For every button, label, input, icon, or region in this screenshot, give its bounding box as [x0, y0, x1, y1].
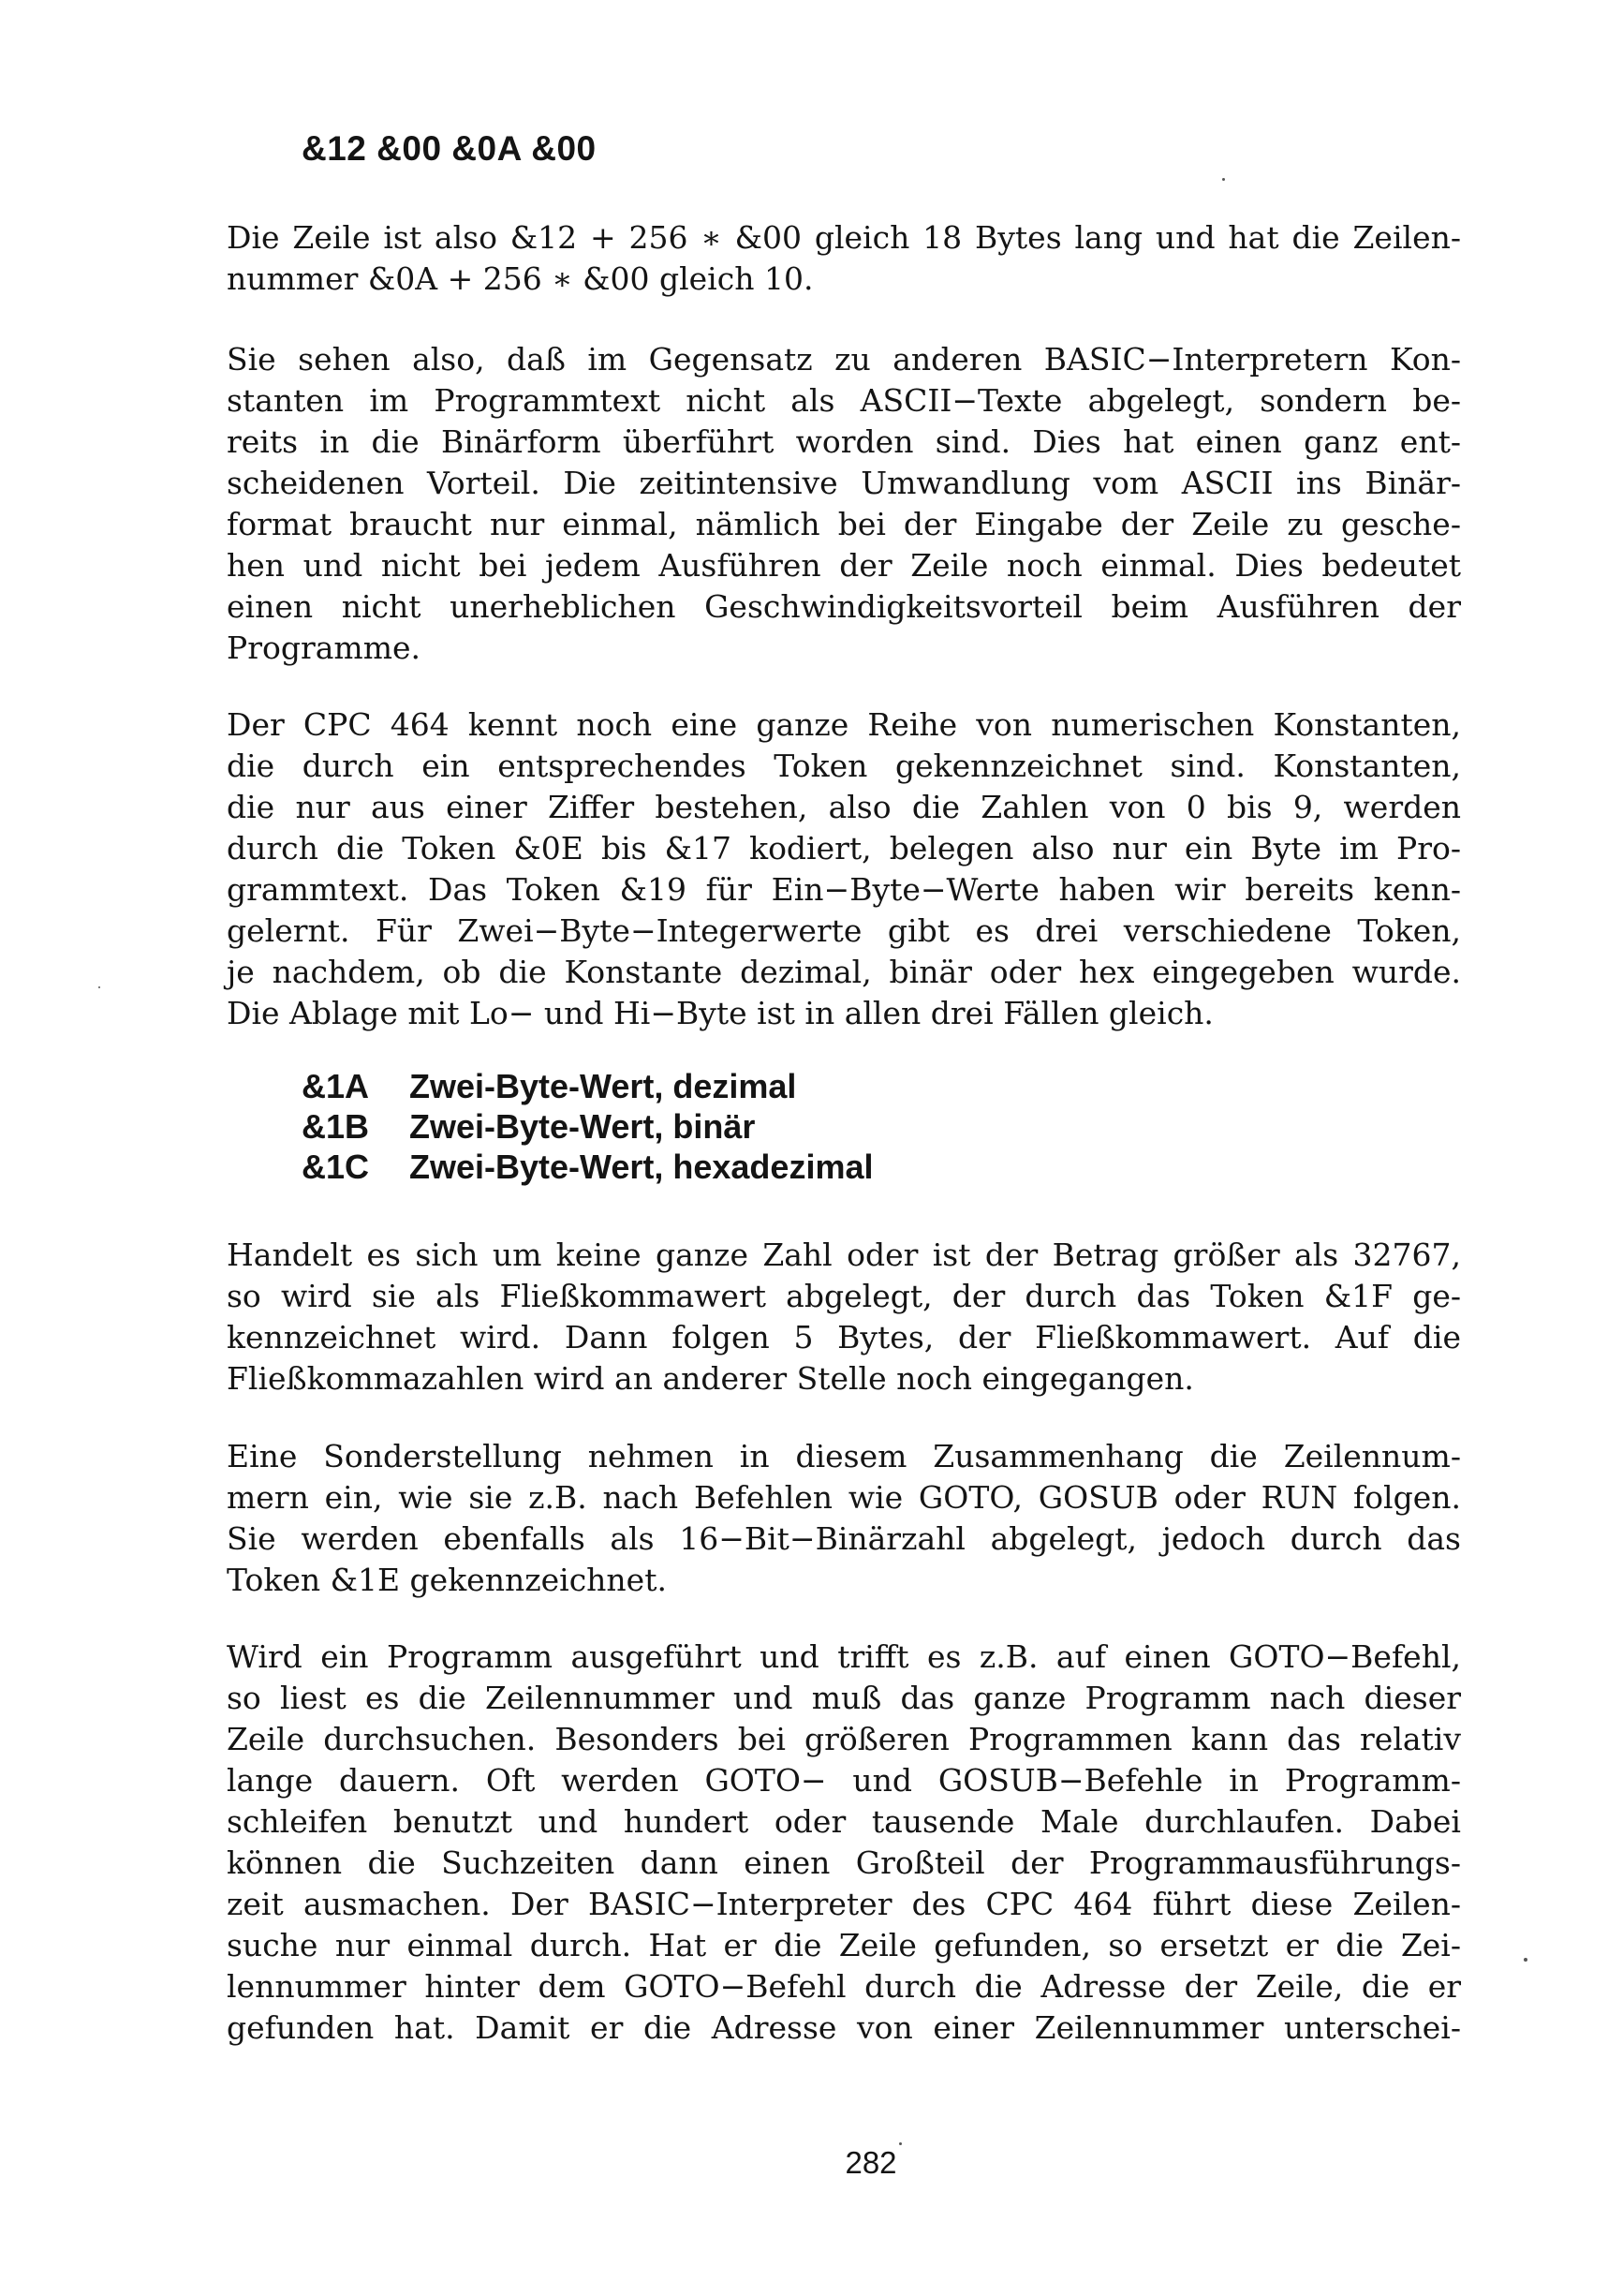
- token-description: Zwei-Byte-Wert, hexadezimal: [409, 1148, 874, 1186]
- text-line: Sie sehen also, daß im Gegensatz zu anderen BASIC−Interpretern Kon-: [227, 341, 1461, 378]
- text-line: lennummer hinter dem GOTO−Befehl durch die Adresse der Zeile, die er: [227, 1968, 1461, 2005]
- paragraph-float-values: [227, 1235, 1461, 1400]
- text-line: Handelt es sich um keine ganze Zahl oder ist der Betrag größer als 32767,: [227, 1237, 1461, 1273]
- token-row: [302, 1147, 873, 1187]
- text-line: schleifen benutzt und hundert oder tausende Male durchlaufen. Dabei: [227, 1803, 1461, 1840]
- text-line: nummer &0A + 256 ∗ &00 gleich 10.: [227, 260, 814, 297]
- token-description: Zwei-Byte-Wert, dezimal: [409, 1067, 797, 1105]
- text-line: die nur aus einer Ziffer bestehen, also die Zahlen von 0 bis 9, werden: [227, 789, 1461, 825]
- text-line: format braucht nur einmal, nämlich bei der Eingabe der Zeile zu gesche-: [227, 506, 1461, 542]
- scan-speck: [98, 986, 100, 988]
- text-line: die durch ein entsprechendes Token gekennzeichnet sind. Konstanten,: [227, 748, 1461, 784]
- text-line: Die Zeile ist also &12 + 256 ∗ &00 gleich 18 Bytes lang und hat die Zeilen-: [227, 219, 1461, 256]
- text-line: Die Ablage mit Lo− und Hi−Byte ist in allen drei Fällen gleich.: [227, 995, 1214, 1031]
- token-row: [302, 1106, 873, 1147]
- text-line: je nachdem, ob die Konstante dezimal, binär oder hex eingegeben wurde.: [227, 954, 1461, 990]
- text-line: einen nicht unerheblichen Geschwindigkeitsvorteil beim Ausführen der: [227, 588, 1461, 625]
- paragraph-constants-binary: [227, 339, 1461, 669]
- text-line: Wird ein Programm ausgeführt und trifft es z.B. auf einen GOTO−Befehl,: [227, 1638, 1461, 1675]
- paragraph-numeric-constants: [227, 704, 1461, 1034]
- paragraph-line-numbers: [227, 1436, 1461, 1601]
- text-line: Programme.: [227, 630, 421, 666]
- text-line: Zeile durchsuchen. Besonders bei größeren Programmen kann das relativ: [227, 1721, 1461, 1757]
- paragraph-goto-search: [227, 1637, 1461, 2049]
- byte-sequence-heading: &12 &00 &0A &00: [302, 129, 597, 168]
- text-line: lange dauern. Oft werden GOTO− und GOSUB−Befehle in Programm-: [227, 1762, 1461, 1799]
- text-line: so liest es die Zeilennummer und muß das ganze Programm nach dieser: [227, 1680, 1461, 1716]
- scan-speck: [1222, 178, 1225, 181]
- text-line: scheidenen Vorteil. Die zeitintensive Umwandlung vom ASCII ins Binär-: [227, 465, 1461, 501]
- page-number: 282: [845, 2145, 897, 2180]
- text-line: mern ein, wie sie z.B. nach Befehlen wie GOTO, GOSUB oder RUN folgen.: [227, 1479, 1461, 1516]
- token-code: &1A: [302, 1067, 370, 1105]
- token-row: [302, 1066, 873, 1106]
- text-line: gelernt. Für Zwei−Byte−Integerwerte gibt es drei verschiedene Token,: [227, 912, 1461, 949]
- text-line: reits in die Binärform überführt worden sind. Dies hat einen ganz ent-: [227, 423, 1461, 460]
- text-line: grammtext. Das Token &19 für Ein−Byte−Werte haben wir bereits kenn-: [227, 871, 1461, 908]
- text-line: hen und nicht bei jedem Ausführen der Zeile noch einmal. Dies bedeutet: [227, 547, 1461, 584]
- scan-speck: [1524, 1958, 1527, 1962]
- paragraph-line-length: [227, 217, 1461, 300]
- scan-speck: [899, 2142, 902, 2145]
- text-line: Sie werden ebenfalls als 16−Bit−Binärzahl abgelegt, jedoch durch das: [227, 1520, 1461, 1557]
- text-line: so wird sie als Fließkommawert abgelegt, der durch das Token &1F ge-: [227, 1278, 1461, 1314]
- token-code: &1B: [302, 1107, 370, 1146]
- text-line: suche nur einmal durch. Hat er die Zeile gefunden, so ersetzt er die Zei-: [227, 1927, 1461, 1963]
- text-line: kennzeichnet wird. Dann folgen 5 Bytes, der Fließkommawert. Auf die: [227, 1319, 1461, 1355]
- text-line: Eine Sonderstellung nehmen in diesem Zusammenhang die Zeilennum-: [227, 1438, 1461, 1474]
- token-description: Zwei-Byte-Wert, binär: [409, 1107, 756, 1146]
- token-code: &1C: [302, 1148, 370, 1186]
- text-line: Der CPC 464 kennt noch eine ganze Reihe von numerischen Konstanten,: [227, 706, 1461, 743]
- text-line: können die Suchzeiten dann einen Großteil der Programmausführungs-: [227, 1844, 1461, 1881]
- token-table: [302, 1066, 873, 1187]
- text-line: gefunden hat. Damit er die Adresse von einer Zeilennummer unterschei-: [227, 2009, 1461, 2046]
- text-line: stanten im Programmtext nicht als ASCII−Texte abgelegt, sondern be-: [227, 382, 1461, 419]
- text-line: zeit ausmachen. Der BASIC−Interpreter des CPC 464 führt diese Zeilen-: [227, 1886, 1461, 1922]
- text-line: Fließkommazahlen wird an anderer Stelle noch eingegangen.: [227, 1360, 1194, 1397]
- text-line: durch die Token &0E bis &17 kodiert, belegen also nur ein Byte im Pro-: [227, 830, 1461, 867]
- text-line: Token &1E gekennzeichnet.: [227, 1562, 667, 1598]
